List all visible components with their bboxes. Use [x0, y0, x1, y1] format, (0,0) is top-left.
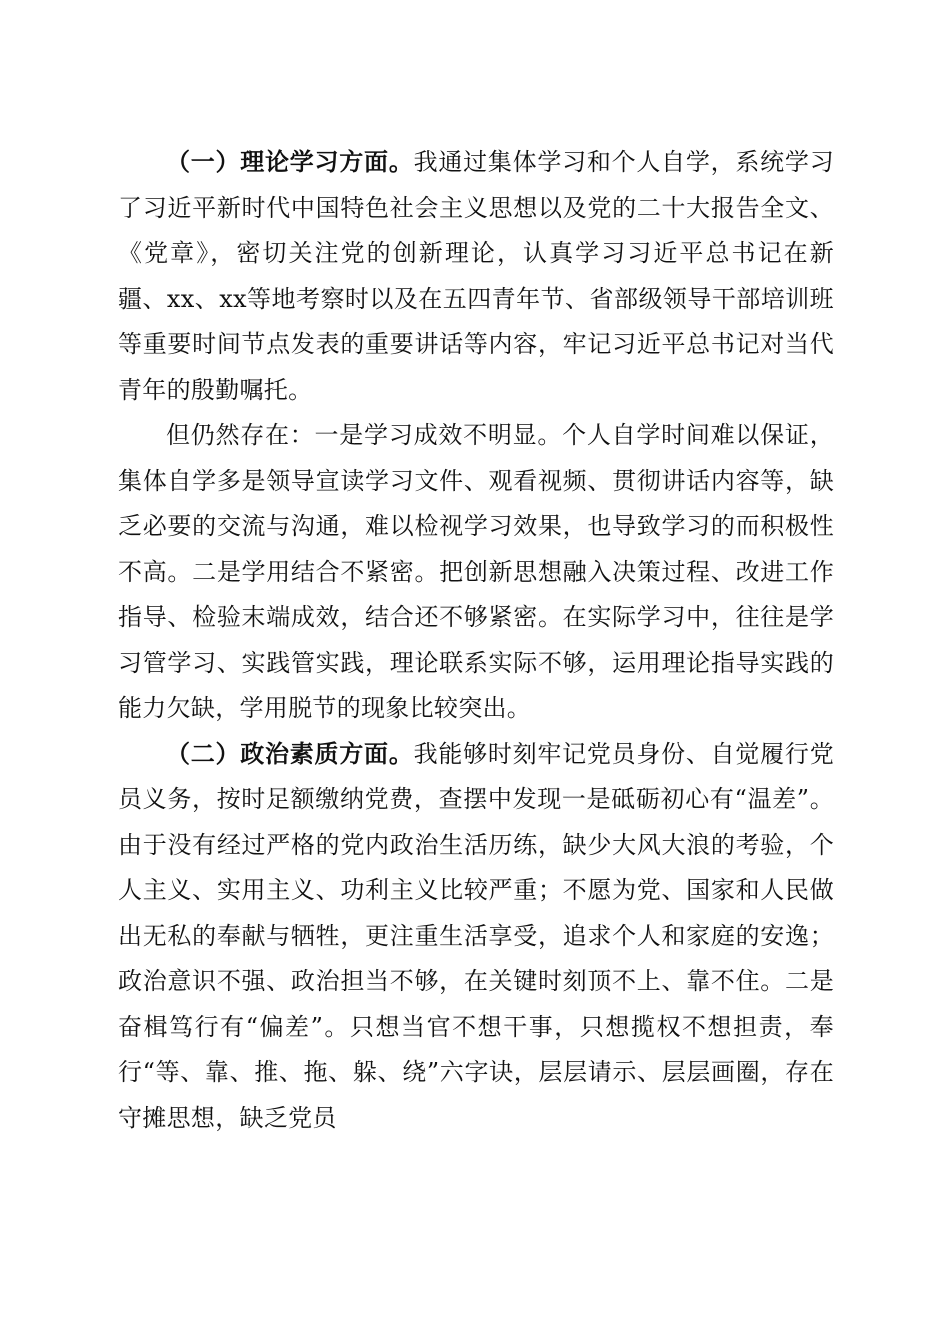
- paragraph-text: 我能够时刻牢记党员身份、自觉履行党员义务，按时足额缴纳党费，查摆中发现一是砥砺初心有“温差”。由于没有经过严格的党内政治生活历练，缺少大风大浪的考验，个人主义、实用主义、功利主义比较严重；不愿为党、国家和人民做出无私的奉献与牺牲，更注重生活享受，追求个人和家庭的安逸；政治意识不强、政治担当不够，在关键时刻顶不上、靠不住。二是奋楫笃行有“偏差”。只想当官不想干事，只想揽权不想担责，奉行“等、靠、推、拖、躲、绕”六字诀，层层请示、层层画圈，存在守摊思想，缺乏党员: [118, 739, 834, 1132]
- paragraph-theory-study: [118, 140, 834, 413]
- section-heading-political-quality: （二）政治素质方面。: [166, 739, 414, 768]
- section-heading-theory-study: （一）理论学习方面。: [166, 148, 414, 176]
- paragraph-text: 但仍然存在：一是学习成效不明显。个人自学时间难以保证，集体自学多是领导宣读学习文件、观看视频、贯彻讲话内容等，缺乏必要的交流与沟通，难以检视学习效果，也导致学习的而积极性不高。二是学用结合不紧密。把创新思想融入决策过程、改进工作指导、检验末端成效，结合还不够紧密。在实际学习中，往往是学习管学习、实践管实践，理论联系实际不够，运用理论指导实践的能力欠缺，学用脱节的现象比较突出。: [118, 421, 834, 722]
- paragraph-existing-problems: [118, 413, 834, 732]
- paragraph-text: 我通过集体学习和个人自学，系统学习了习近平新时代中国特色社会主义思想以及党的二十大报告全文、《党章》，密切关注党的创新理论，认真学习习近平总书记在新疆、xx、xx等地考察时以及在五四青年节、省部级领导干部培训班等重要时间节点发表的重要讲话等内容，牢记习近平总书记对当代青年的殷勤嘱托。: [118, 148, 834, 404]
- paragraph-political-quality: [118, 732, 834, 1142]
- document-body: [118, 140, 834, 1141]
